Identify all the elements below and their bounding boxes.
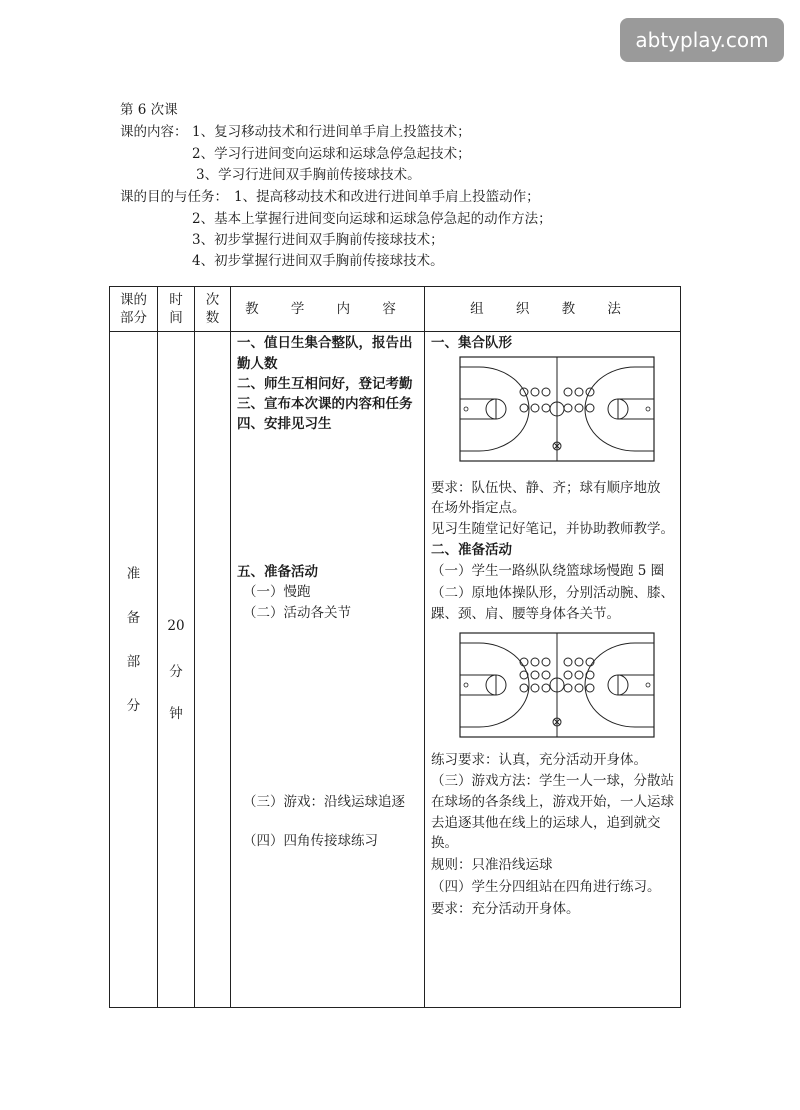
content-item: 1、复习移动技术和行进间单手肩上投篮技术；: [192, 124, 471, 140]
content-line: 四、安排见习生: [237, 416, 332, 432]
header-part: [110, 287, 158, 332]
watermark: abtyplay.com: [620, 18, 784, 62]
part-cell: [110, 332, 158, 1008]
content-line: 一、值日生集合整队，报告出: [237, 335, 413, 351]
method-cell: [425, 332, 681, 1008]
court-key-right: [618, 399, 654, 419]
court-hoop-right: [646, 407, 650, 411]
content-line: （四）四角传接球练习: [243, 833, 378, 849]
lesson-title: 第 6 次课: [120, 102, 178, 118]
method-line: （一）学生一路纵队绕篮球场慢跑 5 圈: [431, 563, 665, 579]
method-line: 在场外指定点。: [431, 500, 526, 516]
header-count-line: 次: [205, 292, 220, 308]
method-line: （二）原地体操队形，分别活动腕、膝、: [431, 585, 674, 601]
basketball-court-diagram: [459, 356, 655, 462]
content-item: 3、学习行进间双手胸前传接球技术。: [196, 167, 421, 183]
content-line: （三）游戏：沿线运球追逐: [243, 794, 405, 810]
table-body-row: [110, 332, 681, 1008]
goal-item: 2、基本上掌握行进间变向运球和运球急停急起的动作方法；: [192, 211, 552, 227]
content-line: （二）活动各关节: [243, 605, 351, 621]
time-char: 20: [167, 618, 185, 634]
time-cell: [158, 332, 195, 1008]
content-line: （一）慢跑: [243, 584, 311, 600]
goal-label: 课的目的与任务：: [120, 189, 228, 205]
part-char: 备: [126, 610, 141, 626]
header-count: [195, 287, 231, 332]
part-label: [110, 562, 157, 738]
header-method-label: 组 织 教 法: [470, 301, 635, 317]
table-header-row: [110, 287, 681, 332]
method-line: 要求：充分活动开身体。: [431, 901, 580, 917]
lesson-plan-table: [109, 286, 681, 1008]
court-key-left: [460, 675, 496, 695]
basketball-court-diagram: [459, 632, 655, 738]
part-char: 准: [126, 566, 141, 582]
court-hoop-right: [646, 683, 650, 687]
method-line: （四）学生分四组站在四角进行练习。: [431, 879, 661, 895]
method-line: 练习要求：认真，充分活动开身体。: [431, 752, 647, 768]
time-char: 分: [169, 664, 183, 680]
goal-item: 1、提高移动技术和改进行进间单手肩上投篮动作；: [234, 189, 540, 205]
method-line: 二、准备活动: [431, 542, 512, 558]
goal-item: 3、初步掌握行进间双手胸前传接球技术；: [192, 232, 444, 248]
court-hoop-left: [464, 683, 468, 687]
content-line: 五、准备活动: [237, 564, 318, 580]
header-content-label: 教 学 内 容: [245, 301, 410, 317]
method-line: 规则：只准沿线运球: [431, 857, 553, 873]
time-label: [158, 618, 194, 744]
method-line: 一、集合队形: [431, 335, 512, 351]
time-char: 钟: [169, 706, 183, 722]
content-cell: [231, 332, 425, 1008]
content-line: 二、师生互相问好，登记考勤: [237, 376, 413, 392]
part-char: 部: [126, 654, 141, 670]
method-line: 在球场的各条线上，游戏开始，一人运球: [431, 794, 674, 810]
method-line: 换。: [431, 835, 458, 851]
header-count-line: 数: [205, 310, 220, 326]
court-key-left: [460, 399, 496, 419]
court-three-point-left: [460, 643, 529, 727]
content-line: 三、宣布本次课的内容和任务: [237, 396, 413, 412]
header-content: [231, 287, 425, 332]
content-item: 2、学习行进间变向运球和运球急停急起技术；: [192, 146, 471, 162]
court-three-point-right: [585, 367, 654, 451]
header-time-line: 间: [169, 310, 183, 326]
method-line: 见习生随堂记好笔记，并协助教师教学。: [431, 521, 674, 537]
method-line: （三）游戏方法：学生一人一球，分散站: [431, 773, 674, 789]
header-method: [425, 287, 681, 332]
court-three-point-right: [585, 643, 654, 727]
content-line: 勤人数: [237, 356, 278, 372]
header-part-line: 部分: [120, 310, 147, 326]
part-char: 分: [126, 698, 141, 714]
method-line: 去追逐其他在线上的运球人，追到就交: [431, 815, 661, 831]
content-label: 课的内容：: [120, 124, 188, 140]
goal-item: 4、初步掌握行进间双手胸前传接球技术。: [192, 253, 444, 269]
method-line: 要求：队伍快、静、齐；球有顺序地放: [431, 480, 661, 496]
court-three-point-left: [460, 367, 529, 451]
court-hoop-left: [464, 407, 468, 411]
header-part-line: 课的: [120, 292, 147, 308]
header-time-line: 时: [169, 292, 183, 308]
header-time: [158, 287, 195, 332]
method-line: 踝、颈、肩、腰等身体各关节。: [431, 606, 620, 622]
count-cell: [195, 332, 231, 1008]
court-key-right: [618, 675, 654, 695]
